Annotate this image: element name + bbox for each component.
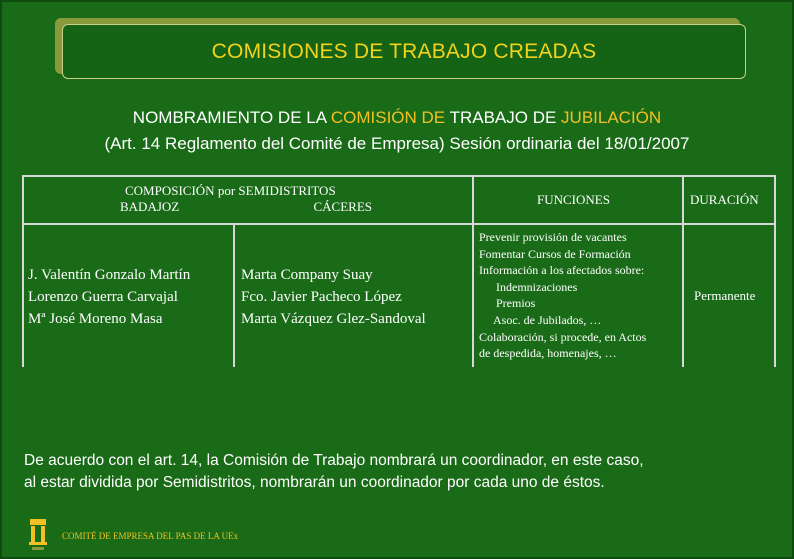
caceres-members bbox=[241, 264, 426, 330]
header-duracion: DURACIÓN bbox=[690, 192, 759, 207]
badajoz-members bbox=[28, 264, 190, 330]
article-reference: (Art. 14 Reglamento del Comité de Empresa) Sesión ordinaria del 18/01/2007 bbox=[104, 134, 690, 153]
table-right-border bbox=[774, 175, 776, 367]
title-box bbox=[62, 24, 746, 79]
table-divider-func bbox=[682, 175, 684, 367]
subtitle-part2: COMISIÓN DE bbox=[330, 108, 446, 127]
funciones-list bbox=[479, 229, 646, 362]
note-line-2: al estar dividida por Semidistritos, nombrarán un coordinador por cada uno de éstos. bbox=[24, 474, 605, 491]
list-item: Asoc. de Jubilados, … bbox=[493, 312, 602, 327]
note-line-1: De acuerdo con el art. 14, la Comisión de Trabajo nombrará un coordinador, en este caso, bbox=[24, 452, 644, 469]
list-item: Prevenir provisión de vacantes bbox=[479, 230, 627, 244]
list-item: Fomentar Cursos de Formación bbox=[479, 246, 631, 261]
page-title: COMISIONES DE TRABAJO CREADAS bbox=[211, 39, 597, 63]
footer-text: COMITÉ DE EMPRESA DEL PAS DE LA UEx bbox=[62, 531, 239, 541]
header-funciones: FUNCIONES bbox=[537, 192, 610, 207]
list-item: J. Valentín Gonzalo Martín bbox=[28, 267, 191, 283]
uex-logo-icon bbox=[28, 519, 48, 551]
list-item: Indemnizaciones bbox=[496, 279, 578, 294]
list-item: Premios bbox=[496, 296, 536, 311]
subtitle-part1: NOMBRAMIENTO DE LA bbox=[132, 108, 331, 127]
list-item: Información a los afectados sobre: bbox=[479, 263, 645, 278]
duracion-value: Permanente bbox=[694, 288, 756, 303]
subtitle-part3: TRABAJO DE bbox=[445, 108, 562, 127]
header-composicion bbox=[120, 183, 380, 215]
table-top-border bbox=[22, 175, 775, 177]
table-divider-badajoz-caceres bbox=[233, 225, 235, 367]
header-caceres: CÁCERES bbox=[313, 199, 372, 214]
commission-subtitle bbox=[0, 108, 794, 128]
table-left-border bbox=[22, 175, 24, 367]
list-item: Lorenzo Guerra Carvajal bbox=[28, 289, 178, 305]
table-divider-comp bbox=[472, 175, 474, 367]
subtitle-part4: JUBILACIÓN bbox=[561, 108, 662, 127]
list-item: Marta Company Suay bbox=[241, 267, 373, 283]
list-item: Fco. Javier Pacheco López bbox=[241, 289, 402, 305]
header-composicion-label: COMPOSICIÓN por SEMIDISTRITOS bbox=[125, 183, 336, 198]
list-item: Marta Vázquez Glez-Sandoval bbox=[241, 311, 426, 327]
list-item: Mª José Moreno Masa bbox=[28, 311, 163, 327]
coordinator-note bbox=[24, 450, 644, 494]
list-item: de despedida, homenajes, … bbox=[479, 346, 617, 361]
header-badajoz: BADAJOZ bbox=[120, 199, 180, 214]
table-header-bottom-border bbox=[22, 223, 775, 225]
list-item: Colaboración, si procede, en Actos bbox=[479, 329, 647, 344]
